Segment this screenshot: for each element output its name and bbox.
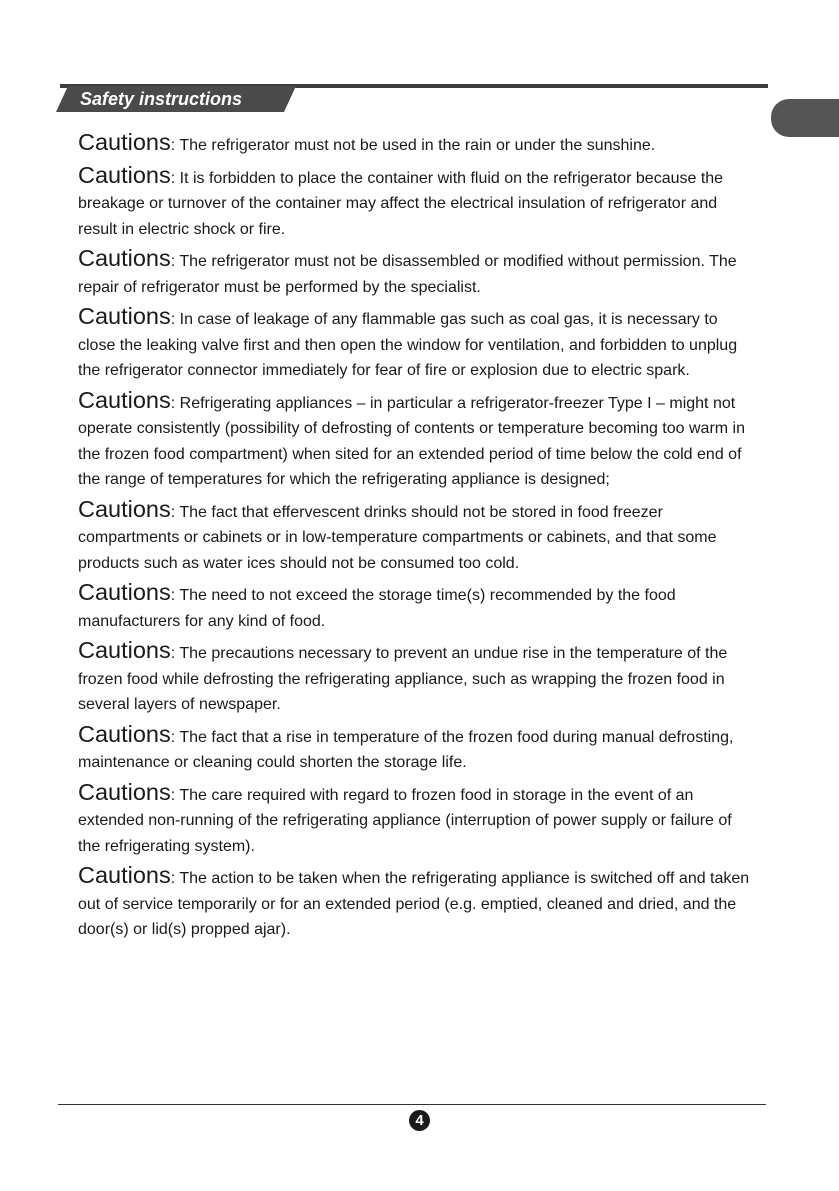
caution-item [78,863,750,943]
footer-rule [58,1104,766,1105]
caution-label: Cautions [78,862,171,888]
caution-item [78,722,750,776]
caution-item [78,246,750,300]
page-number: 4 [409,1110,430,1131]
caution-label: Cautions [78,637,171,663]
caution-item [78,580,750,634]
caution-text: : The refrigerator must not be used in the rain or under the sunshine. [170,137,656,154]
caution-item [78,780,750,860]
caution-text: : The need to not exceed the storage time(s) recommended by the food manufacturers for any kind of food. [78,587,676,630]
caution-label: Cautions [78,495,171,522]
caution-label: Cautions [78,303,171,329]
caution-label: Cautions [78,579,171,605]
caution-text: : The action to be taken when the refrigerating appliance is switched off and taken out of service temporarily or for an extended period (e.g. emptied, cleaned and dried, and the door(s) or lid(s) propped ajar). [78,870,750,938]
caution-text: : It is forbidden to place the container with fluid on the refrigerator because the breakage or turnover of the container may affect the electrical insulation of refrigerator and result in electric shock or fire. [78,169,724,238]
caution-item [78,388,750,493]
caution-item [78,638,750,718]
caution-label: Cautions [78,720,171,747]
caution-text: : The refrigerator must not be disassembled or modified without permission. The repair of refrigerator must be performed by the specialist. [78,253,737,296]
caution-label: Cautions [78,778,171,805]
caution-text: : The fact that effervescent drinks should not be stored in food freezer compartments or cabinets or in low-temperature compartments or cabinets, and that some products such as water ices should not be consumed too cold. [78,503,717,572]
caution-text: : The precautions necessary to prevent an undue rise in the temperature of the frozen food while defrosting the refrigerating appliance, such as wrapping the frozen food in several layers of newspaper. [78,645,728,713]
caution-text: : Refrigerating appliances – in particular a refrigerator-freezer Type I – might not operate consistently (possibility of defrosting of contents or temperature becoming too warm in the frozen food compartment) when sited for an extended period of time below the cold end of the range of temperatures for which the refrigerating appliance is designed; [78,394,745,488]
caution-item [78,163,750,243]
caution-label: Cautions [78,129,171,155]
caution-label: Cautions [78,386,171,413]
section-title: Safety instructions [80,89,243,109]
caution-item [78,130,750,159]
caution-item [78,304,750,384]
caution-text: : The care required with regard to frozen food in storage in the event of an extended non-running of the refrigerating appliance (interruption of power supply or failure of the refrigerating system). [78,786,732,855]
cautions-list [78,130,750,943]
caution-label: Cautions [78,161,171,188]
caution-text: : In case of leakage of any flammable gas such as coal gas, it is necessary to close the leaking valve first and then open the window for ventilation, and forbidden to unplug the refrigerator connector immediately for fear of fire or explosion due to electric spark. [78,311,738,379]
chapter-tab [771,99,839,137]
caution-label: Cautions [78,245,171,271]
caution-text: : The fact that a rise in temperature of the frozen food during manual defrosting, maintenance or cleaning could shorten the storage life. [78,728,734,771]
caution-item [78,497,750,577]
